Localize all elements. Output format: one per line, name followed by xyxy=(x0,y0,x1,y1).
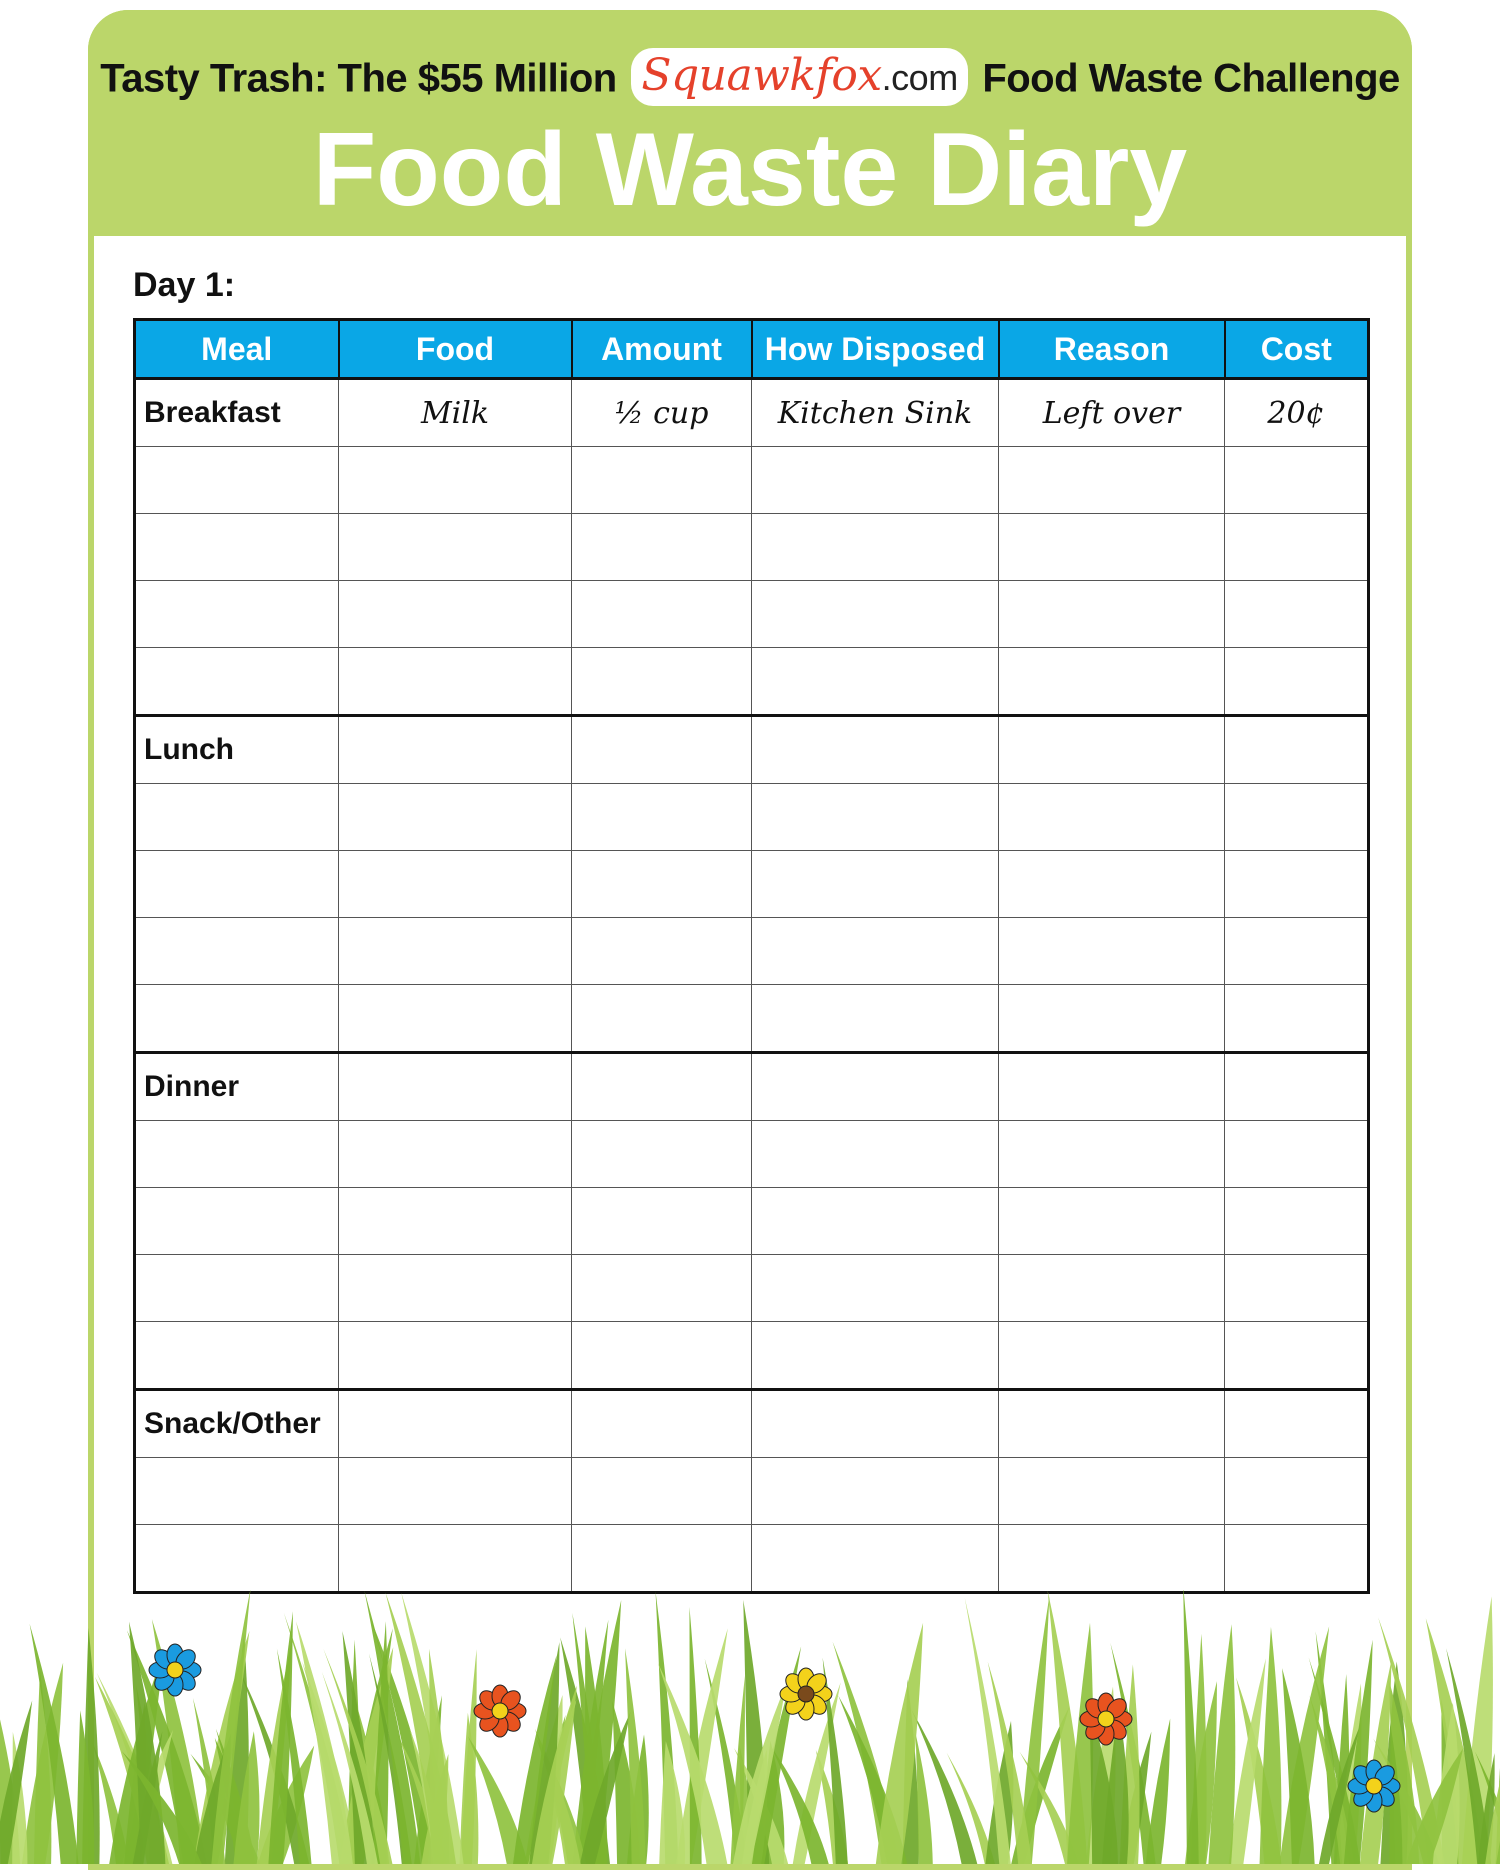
entry-cell[interactable] xyxy=(999,1322,1225,1390)
entry-cell[interactable] xyxy=(339,918,572,985)
entry-cell[interactable] xyxy=(1225,1188,1369,1255)
entry-cell[interactable] xyxy=(752,851,999,918)
grass-and-flowers-decoration xyxy=(0,1590,1500,1864)
entry-cell[interactable] xyxy=(339,581,572,648)
entry-cell[interactable] xyxy=(1225,851,1369,918)
entry-cell[interactable] xyxy=(572,514,752,581)
entry-cell[interactable] xyxy=(1225,1255,1369,1322)
entry-cell[interactable] xyxy=(339,1121,572,1188)
table-row xyxy=(135,1322,1369,1390)
entry-cell[interactable] xyxy=(135,1525,339,1593)
entry-cell[interactable] xyxy=(135,514,339,581)
flower-center xyxy=(798,1686,814,1702)
table-row xyxy=(135,918,1369,985)
table-row xyxy=(135,851,1369,918)
grass-blade xyxy=(429,1649,449,1864)
table-row xyxy=(135,514,1369,581)
meal-label-dinner: Dinner xyxy=(135,1053,339,1121)
meal-label-snack-other: Snack/Other xyxy=(135,1390,339,1458)
table-row xyxy=(135,648,1369,716)
entry-cell[interactable] xyxy=(135,648,339,716)
table-row xyxy=(135,784,1369,851)
entry-cell[interactable] xyxy=(572,1255,752,1322)
table-row xyxy=(135,447,1369,514)
table-row xyxy=(135,1525,1369,1593)
table-row xyxy=(135,1121,1369,1188)
entry-cell[interactable] xyxy=(999,1255,1225,1322)
entry-cell[interactable] xyxy=(339,1255,572,1322)
entry-cell[interactable] xyxy=(572,1525,752,1593)
entry-cell[interactable] xyxy=(752,1390,999,1458)
meal-label-breakfast: Breakfast xyxy=(135,379,339,447)
squawkfox-logo: Squawkfox.com xyxy=(631,48,967,106)
entry-cell[interactable] xyxy=(572,716,752,784)
column-header-how-disposed: How Disposed xyxy=(752,320,999,379)
flower-icon xyxy=(474,1685,526,1737)
entry-cell[interactable] xyxy=(572,581,752,648)
example-cost-cell[interactable]: 20¢ xyxy=(1225,379,1369,447)
subtitle-text-before: Tasty Trash: The $55 Million xyxy=(100,56,617,101)
entry-cell[interactable] xyxy=(999,1458,1225,1525)
header-subtitle xyxy=(88,52,1412,110)
table-row xyxy=(135,985,1369,1053)
entry-cell[interactable] xyxy=(752,514,999,581)
entry-cell[interactable] xyxy=(339,1390,572,1458)
day-label: Day 1: xyxy=(133,266,236,304)
column-header-reason: Reason xyxy=(999,320,1225,379)
table-row-breakfast-example xyxy=(135,379,1369,447)
column-header-cost: Cost xyxy=(1225,320,1369,379)
entry-cell[interactable] xyxy=(339,784,572,851)
entry-cell[interactable] xyxy=(339,985,572,1053)
entry-cell[interactable] xyxy=(339,447,572,514)
entry-cell[interactable] xyxy=(999,784,1225,851)
table-row-dinner xyxy=(135,1053,1369,1121)
entry-cell[interactable] xyxy=(572,1121,752,1188)
entry-cell[interactable] xyxy=(1225,1322,1369,1390)
entry-cell[interactable] xyxy=(1225,1390,1369,1458)
entry-cell[interactable] xyxy=(999,1525,1225,1593)
flower-icon xyxy=(149,1644,201,1696)
page-title: Food Waste Diary xyxy=(312,112,1188,228)
entry-cell[interactable] xyxy=(752,1121,999,1188)
flower-icon xyxy=(1348,1760,1400,1812)
entry-cell[interactable] xyxy=(339,1053,572,1121)
entry-cell[interactable] xyxy=(339,648,572,716)
flower-center xyxy=(1366,1778,1382,1794)
entry-cell[interactable] xyxy=(1225,784,1369,851)
entry-cell[interactable] xyxy=(572,1053,752,1121)
entry-cell[interactable] xyxy=(752,1053,999,1121)
entry-cell[interactable] xyxy=(1225,1121,1369,1188)
entry-cell[interactable] xyxy=(339,1322,572,1390)
entry-cell[interactable] xyxy=(135,985,339,1053)
entry-cell[interactable] xyxy=(135,1458,339,1525)
entry-cell[interactable] xyxy=(999,716,1225,784)
entry-cell[interactable] xyxy=(572,648,752,716)
example-food-cell[interactable]: Milk xyxy=(339,379,572,447)
entry-cell[interactable] xyxy=(135,1188,339,1255)
entry-cell[interactable] xyxy=(752,581,999,648)
entry-cell[interactable] xyxy=(339,1188,572,1255)
table-row xyxy=(135,1188,1369,1255)
flower-center xyxy=(492,1703,508,1719)
example-reason-cell[interactable]: Left over xyxy=(999,379,1225,447)
entry-cell[interactable] xyxy=(1225,985,1369,1053)
entry-cell[interactable] xyxy=(572,985,752,1053)
entry-cell[interactable] xyxy=(339,851,572,918)
food-waste-table xyxy=(133,318,1370,1594)
grass-blade xyxy=(1260,1627,1282,1864)
entry-cell[interactable] xyxy=(572,784,752,851)
entry-cell[interactable] xyxy=(135,851,339,918)
entry-cell[interactable] xyxy=(999,1390,1225,1458)
entry-cell[interactable] xyxy=(1225,1458,1369,1525)
entry-cell[interactable] xyxy=(752,447,999,514)
entry-cell[interactable] xyxy=(572,1390,752,1458)
entry-cell[interactable] xyxy=(752,784,999,851)
header-banner xyxy=(88,10,1412,236)
example-amount-cell[interactable]: ½ cup xyxy=(572,379,752,447)
entry-cell[interactable] xyxy=(135,1322,339,1390)
column-header-meal: Meal xyxy=(135,320,339,379)
entry-cell[interactable] xyxy=(135,447,339,514)
entry-cell[interactable] xyxy=(999,514,1225,581)
entry-cell[interactable] xyxy=(752,1458,999,1525)
entry-cell[interactable] xyxy=(1225,716,1369,784)
example-how-disposed-cell[interactable]: Kitchen Sink xyxy=(752,379,999,447)
table-row-snack-other xyxy=(135,1390,1369,1458)
table-header-row xyxy=(135,320,1369,379)
entry-cell[interactable] xyxy=(339,716,572,784)
entry-cell[interactable] xyxy=(752,1255,999,1322)
subtitle-text-after: Food Waste Challenge xyxy=(982,56,1400,101)
column-header-food: Food xyxy=(339,320,572,379)
entry-cell[interactable] xyxy=(1225,581,1369,648)
flower-icon xyxy=(1080,1693,1132,1745)
entry-cell[interactable] xyxy=(752,716,999,784)
entry-cell[interactable] xyxy=(999,581,1225,648)
entry-cell[interactable] xyxy=(339,514,572,581)
entry-cell[interactable] xyxy=(1225,447,1369,514)
entry-cell[interactable] xyxy=(572,918,752,985)
entry-cell[interactable] xyxy=(1225,1525,1369,1593)
entry-cell[interactable] xyxy=(999,648,1225,716)
entry-cell[interactable] xyxy=(999,1121,1225,1188)
entry-cell[interactable] xyxy=(339,1458,572,1525)
entry-cell[interactable] xyxy=(999,918,1225,985)
meal-label-lunch: Lunch xyxy=(135,716,339,784)
entry-cell[interactable] xyxy=(752,1188,999,1255)
entry-cell[interactable] xyxy=(999,985,1225,1053)
entry-cell[interactable] xyxy=(1225,514,1369,581)
entry-cell[interactable] xyxy=(135,1255,339,1322)
table-row xyxy=(135,1255,1369,1322)
flower-icon xyxy=(780,1668,832,1720)
entry-cell[interactable] xyxy=(572,447,752,514)
grass-blades xyxy=(0,1590,1500,1864)
entry-cell[interactable] xyxy=(572,851,752,918)
entry-cell[interactable] xyxy=(572,1458,752,1525)
entry-cell[interactable] xyxy=(339,1525,572,1593)
entry-cell[interactable] xyxy=(752,1322,999,1390)
entry-cell[interactable] xyxy=(752,918,999,985)
entry-cell[interactable] xyxy=(999,447,1225,514)
flower-center xyxy=(167,1662,183,1678)
entry-cell[interactable] xyxy=(999,851,1225,918)
entry-cell[interactable] xyxy=(1225,648,1369,716)
table-row xyxy=(135,581,1369,648)
entry-cell[interactable] xyxy=(135,1121,339,1188)
entry-cell[interactable] xyxy=(135,784,339,851)
column-header-amount: Amount xyxy=(572,320,752,379)
entry-cell[interactable] xyxy=(999,1053,1225,1121)
table-row xyxy=(135,1458,1369,1525)
entry-cell[interactable] xyxy=(752,1525,999,1593)
entry-cell[interactable] xyxy=(752,985,999,1053)
table-row-lunch xyxy=(135,716,1369,784)
flower-center xyxy=(1098,1711,1114,1727)
entry-cell[interactable] xyxy=(135,918,339,985)
entry-cell[interactable] xyxy=(752,648,999,716)
entry-cell[interactable] xyxy=(1225,1053,1369,1121)
entry-cell[interactable] xyxy=(1225,918,1369,985)
entry-cell[interactable] xyxy=(135,581,339,648)
entry-cell[interactable] xyxy=(572,1188,752,1255)
entry-cell[interactable] xyxy=(999,1188,1225,1255)
entry-cell[interactable] xyxy=(572,1322,752,1390)
